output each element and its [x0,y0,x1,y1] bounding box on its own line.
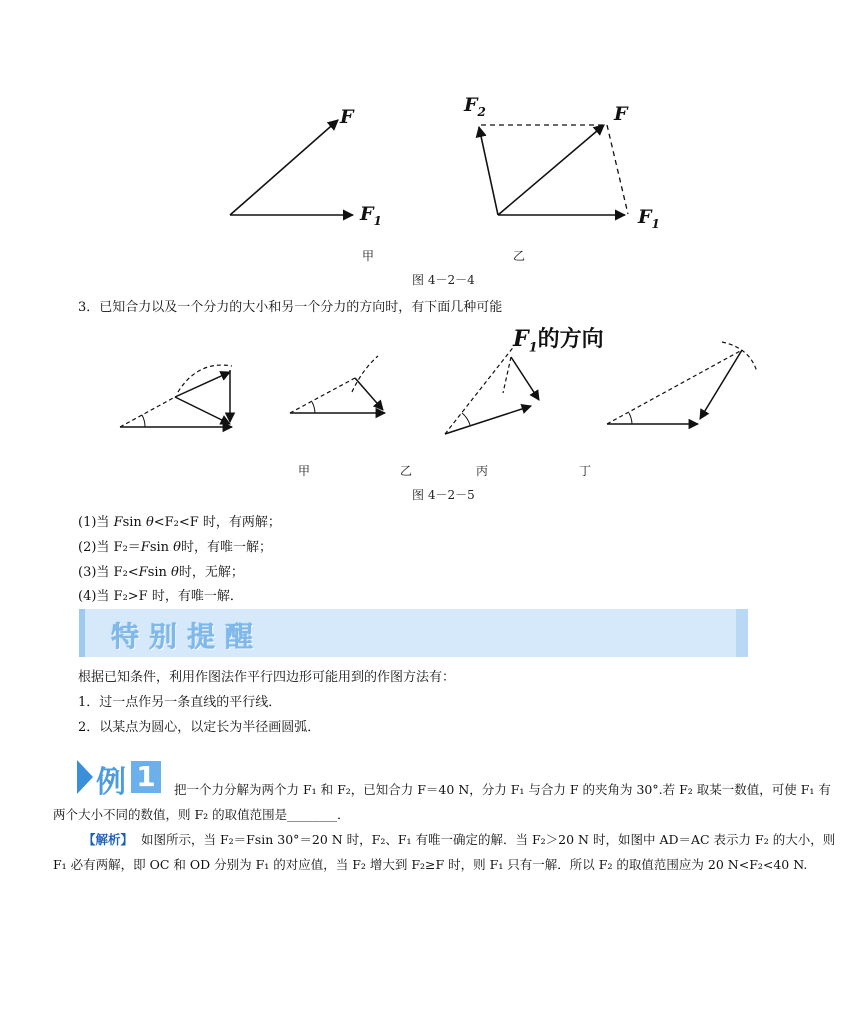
case-line [78,536,272,555]
label-F1-main: F [638,206,652,228]
figure-caption: 图 4－2－5 [412,488,475,502]
figure-sublabel: 乙 [513,249,526,263]
case-line [78,561,244,580]
example-question-line2: 两个大小不同的数值，则 F₂ 的取值范围是________． [53,807,350,822]
label-F: F [614,103,628,125]
reminder-intro: 根据已知条件，利用作图法作平行四边形可能用到的作图方法有： [78,670,456,685]
label-F1-sub: 1 [651,216,660,231]
label-F2-sub: 2 [477,104,486,119]
item-3-text: 3．已知合力以及一个分力的大小和另一个分力的方向时，有下面几种可能 [78,300,503,315]
case-it2: θ [173,540,181,555]
analysis-line2: F₁ 必有两解，即 OC 和 OD 分别为 F₁ 的对应值，当 F₂ 增大到 F₂≥F 时，则 F₁ 只有一解．所以 F₂ 的取值范围应为 20 N<F₂<40 N. [53,857,808,872]
reminder-title: 特别提醒 [111,620,264,653]
case-it1: F [113,515,123,530]
case-it1: F [138,565,148,580]
figure-sublabel: 丙 [476,464,489,478]
label-F1-direction-rest: 的方向 [537,327,604,352]
analysis-line1 [83,830,835,848]
figure-sublabel: 甲 [298,464,311,478]
label-F1-direction [513,322,604,355]
case-pre: (1)当 [78,515,114,530]
case-pre: (4)当 F₂>F 时，有唯一解． [78,589,243,604]
label-F1-direction-main: F [513,326,529,352]
banner-right-edge [736,609,748,657]
case-it2: θ [145,515,154,530]
case-it2: θ [171,565,179,580]
label-F: F [340,106,354,128]
case-mid: sin [147,565,172,580]
case-line [78,511,281,530]
case-mid: sin [149,540,174,555]
label-F1-direction-sub: 1 [528,340,538,356]
label-F1-main: F [360,203,374,225]
case-post: <F₂<F 时，有两解； [153,515,281,530]
reminder-banner [79,609,748,657]
case-post: 时，无解； [178,565,244,580]
example-question-line1: 把一个力分解为两个力 F₁ 和 F₂，已知合力 F＝40 N，分力 F₁ 与合力 F 的夹角为 30°.若 F₂ 取某一数值，可使 F₁ 有 [174,782,831,797]
example-number: 1 [131,761,161,793]
figure-caption: 图 4－2－4 [412,273,475,287]
example-arrow-icon [77,760,93,794]
label-F2-main: F [464,94,478,116]
figure-sublabel: 乙 [400,464,413,478]
case-mid: sin [122,515,146,530]
case-post: 时，有唯一解； [180,540,272,555]
label-F1-sub: 1 [373,213,382,228]
reminder-item: 1．过一点作另一条直线的平行线． [78,695,282,710]
banner-left-edge [79,609,85,657]
case-pre: (2)当 F₂＝ [78,540,141,555]
figure-4-2-5 [0,0,860,470]
case-it1: F [140,540,150,555]
analysis-text: 如图所示，当 F₂＝Fsin 30°＝20 N 时，F₂、F₁ 有唯一确定的解．当 F₂＞20 N 时，如图中 AD＝AC 表示力 F₂ 的大小，则 [140,832,836,847]
figure-sublabel: 丁 [579,464,592,478]
case-line [78,585,243,604]
analysis-tag: 【解析】 [83,832,134,847]
figure-sublabel: 甲 [362,249,375,263]
case-pre: (3)当 F₂< [78,565,139,580]
reminder-item: 2．以某点为圆心，以定长为半径画圆弧． [78,720,321,735]
example-word: 例 [96,765,126,800]
